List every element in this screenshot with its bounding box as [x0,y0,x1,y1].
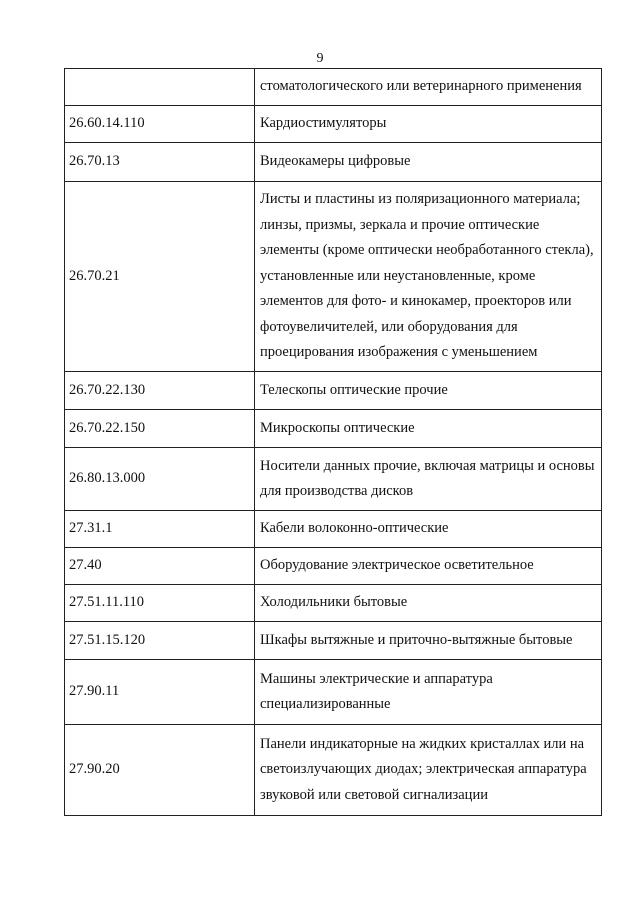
table-row [65,106,602,143]
table-row [65,69,602,106]
description-cell: Телескопы оптические прочие [255,372,602,410]
description-cell: Видеокамеры цифровые [255,143,602,182]
table-row [65,548,602,585]
description-cell: Оборудование электрическое осветительное [255,548,602,585]
description-cell: Шкафы вытяжные и приточно-вытяжные бытовые [255,622,602,660]
code-cell: 26.70.22.150 [65,410,255,448]
description-cell: Кардиостимуляторы [255,106,602,143]
page-number: 9 [316,51,324,66]
code-cell: 26.70.22.130 [65,372,255,410]
description-cell: Кабели волоконно-оптические [255,511,602,548]
code-cell: 26.70.21 [65,182,255,372]
description-cell: стоматологического или ветеринарного применения [255,69,602,106]
description-cell: Машины электрические и аппаратура специализированные [255,660,602,725]
table-row [65,622,602,660]
code-cell: 26.70.13 [65,143,255,182]
code-cell [65,69,255,106]
table-row [65,725,602,816]
table-row [65,585,602,622]
code-cell: 27.51.11.110 [65,585,255,622]
code-cell: 27.40 [65,548,255,585]
code-cell: 27.90.20 [65,725,255,816]
description-cell: Панели индикаторные на жидких кристаллах или на светоизлучающих диодах; электрическая аппаратура звуковой или световой сигнализации [255,725,602,816]
table-row [65,372,602,410]
table-row [65,143,602,182]
classification-table [64,68,602,816]
description-cell: Микроскопы оптические [255,410,602,448]
description-cell: Носители данных прочие, включая матрицы и основы для производства дисков [255,448,602,511]
description-cell: Листы и пластины из поляризационного материала; линзы, призмы, зеркала и прочие оптические элементы (кроме оптически необработанного стекла), установленные или неустановленные, кроме элементов для фото- и кинокамер, проекторов или фотоувеличителей, или оборудования для проецирования изображения с уменьшением [255,182,602,372]
code-cell: 26.80.13.000 [65,448,255,511]
table-row [65,660,602,725]
table-row [65,511,602,548]
code-cell: 26.60.14.110 [65,106,255,143]
code-cell: 27.90.11 [65,660,255,725]
table-row [65,448,602,511]
code-cell: 27.51.15.120 [65,622,255,660]
table-row [65,410,602,448]
code-cell: 27.31.1 [65,511,255,548]
description-cell: Холодильники бытовые [255,585,602,622]
table-row [65,182,602,372]
